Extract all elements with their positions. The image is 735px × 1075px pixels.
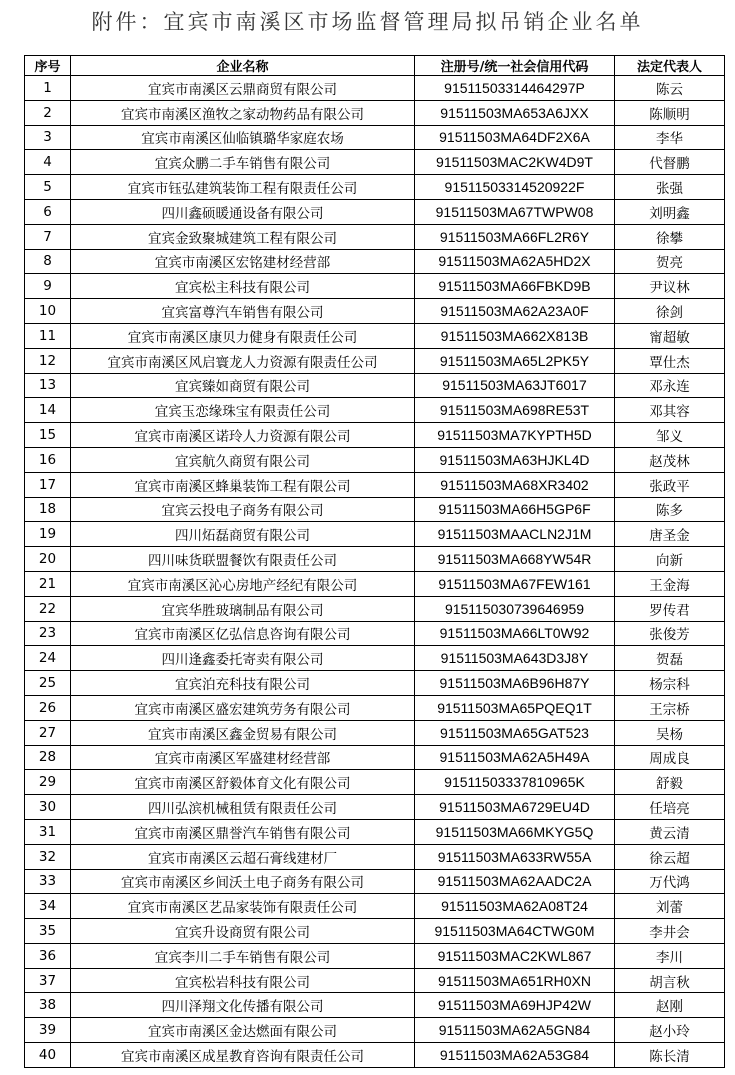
cell-credit-code: 91511503MA67TWPW08 bbox=[415, 199, 615, 224]
header-no: 序号 bbox=[25, 56, 71, 76]
cell-no: 28 bbox=[25, 745, 71, 770]
cell-credit-code: 91511503MA62A5HD2X bbox=[415, 249, 615, 274]
cell-company-name: 四川鑫硕暖通设备有限公司 bbox=[71, 199, 415, 224]
cell-company-name: 宜宾市南溪区沁心房地产经纪有限公司 bbox=[71, 571, 415, 596]
cell-legal-rep: 贺磊 bbox=[615, 646, 725, 671]
cell-legal-rep: 徐攀 bbox=[615, 224, 725, 249]
cell-no: 15 bbox=[25, 423, 71, 448]
cell-credit-code: 91511503MA6729EU4D bbox=[415, 795, 615, 820]
cell-legal-rep: 贺亮 bbox=[615, 249, 725, 274]
cell-legal-rep: 张俊芳 bbox=[615, 621, 725, 646]
table-row bbox=[25, 695, 725, 720]
cell-no: 35 bbox=[25, 919, 71, 944]
cell-company-name: 宜宾市南溪区云超石膏线建材厂 bbox=[71, 844, 415, 869]
cell-company-name: 宜宾臻如商贸有限公司 bbox=[71, 373, 415, 398]
cell-credit-code: 91511503MAC2KW4D9T bbox=[415, 150, 615, 175]
cell-no: 7 bbox=[25, 224, 71, 249]
cell-no: 14 bbox=[25, 398, 71, 423]
cell-credit-code: 91511503MA668YW54R bbox=[415, 547, 615, 572]
cell-credit-code: 91511503MA69HJP42W bbox=[415, 993, 615, 1018]
cell-credit-code: 91511503314520922F bbox=[415, 175, 615, 200]
cell-legal-rep: 徐云超 bbox=[615, 844, 725, 869]
cell-credit-code: 91511503MA62AADC2A bbox=[415, 869, 615, 894]
cell-company-name: 宜宾市南溪区艺品家装饰有限责任公司 bbox=[71, 894, 415, 919]
table-row bbox=[25, 348, 725, 373]
cell-no: 17 bbox=[25, 472, 71, 497]
cell-credit-code: 91511503MA633RW55A bbox=[415, 844, 615, 869]
cell-legal-rep: 刘明鑫 bbox=[615, 199, 725, 224]
cell-no: 24 bbox=[25, 646, 71, 671]
cell-company-name: 宜宾市南溪区盛宏建筑劳务有限公司 bbox=[71, 695, 415, 720]
cell-legal-rep: 王宗桥 bbox=[615, 695, 725, 720]
cell-company-name: 宜宾市南溪区亿弘信息咨询有限公司 bbox=[71, 621, 415, 646]
cell-credit-code: 91511503MA653A6JXX bbox=[415, 100, 615, 125]
cell-credit-code: 91511503MA64DF2X6A bbox=[415, 125, 615, 150]
cell-company-name: 宜宾市钰弘建筑装饰工程有限责任公司 bbox=[71, 175, 415, 200]
table-row bbox=[25, 522, 725, 547]
cell-credit-code: 91511503337810965K bbox=[415, 770, 615, 795]
cell-no: 9 bbox=[25, 274, 71, 299]
cell-no: 18 bbox=[25, 497, 71, 522]
table-row bbox=[25, 919, 725, 944]
cell-legal-rep: 胡言秋 bbox=[615, 968, 725, 993]
table-row bbox=[25, 497, 725, 522]
cell-credit-code: 915115030739646959 bbox=[415, 596, 615, 621]
cell-company-name: 宜宾云投电子商务有限公司 bbox=[71, 497, 415, 522]
cell-legal-rep: 向新 bbox=[615, 547, 725, 572]
table-row bbox=[25, 447, 725, 472]
cell-no: 11 bbox=[25, 323, 71, 348]
cell-credit-code: 91511503MA66MKYG5Q bbox=[415, 819, 615, 844]
cell-legal-rep: 刘蕾 bbox=[615, 894, 725, 919]
cell-credit-code: 91511503MAC2KWL867 bbox=[415, 943, 615, 968]
table-row bbox=[25, 323, 725, 348]
cell-company-name: 宜宾市南溪区诺玲人力资源有限公司 bbox=[71, 423, 415, 448]
cell-no: 29 bbox=[25, 770, 71, 795]
cell-no: 16 bbox=[25, 447, 71, 472]
cell-no: 30 bbox=[25, 795, 71, 820]
cell-no: 32 bbox=[25, 844, 71, 869]
cell-no: 10 bbox=[25, 299, 71, 324]
cell-credit-code: 91511503MA63JT6017 bbox=[415, 373, 615, 398]
cell-company-name: 四川味货联盟餐饮有限责任公司 bbox=[71, 547, 415, 572]
cell-no: 31 bbox=[25, 819, 71, 844]
cell-credit-code: 91511503314464297P bbox=[415, 76, 615, 101]
cell-no: 23 bbox=[25, 621, 71, 646]
cell-company-name: 宜宾市南溪区金达燃面有限公司 bbox=[71, 1018, 415, 1043]
cell-company-name: 宜宾航久商贸有限公司 bbox=[71, 447, 415, 472]
cell-legal-rep: 张强 bbox=[615, 175, 725, 200]
cell-company-name: 宜宾众鹏二手车销售有限公司 bbox=[71, 150, 415, 175]
cell-credit-code: 91511503MA65L2PK5Y bbox=[415, 348, 615, 373]
header-code: 注册号/统一社会信用代码 bbox=[415, 56, 615, 76]
cell-legal-rep: 李川 bbox=[615, 943, 725, 968]
table-row bbox=[25, 571, 725, 596]
company-table bbox=[24, 55, 725, 1068]
cell-no: 37 bbox=[25, 968, 71, 993]
cell-legal-rep: 赵刚 bbox=[615, 993, 725, 1018]
cell-legal-rep: 舒毅 bbox=[615, 770, 725, 795]
cell-company-name: 宜宾市南溪区乡间沃土电子商务有限公司 bbox=[71, 869, 415, 894]
cell-credit-code: 91511503MA651RH0XN bbox=[415, 968, 615, 993]
table-row bbox=[25, 596, 725, 621]
cell-company-name: 宜宾市南溪区宏铭建材经营部 bbox=[71, 249, 415, 274]
table-row bbox=[25, 968, 725, 993]
cell-credit-code: 91511503MA62A53G84 bbox=[415, 1043, 615, 1068]
cell-credit-code: 91511503MA66LT0W92 bbox=[415, 621, 615, 646]
cell-no: 3 bbox=[25, 125, 71, 150]
table-row bbox=[25, 844, 725, 869]
cell-legal-rep: 陈顺明 bbox=[615, 100, 725, 125]
table-row bbox=[25, 646, 725, 671]
cell-no: 40 bbox=[25, 1043, 71, 1068]
table-row bbox=[25, 819, 725, 844]
cell-company-name: 宜宾玉恋缘珠宝有限责任公司 bbox=[71, 398, 415, 423]
cell-credit-code: 91511503MA63HJKL4D bbox=[415, 447, 615, 472]
cell-legal-rep: 张政平 bbox=[615, 472, 725, 497]
cell-credit-code: 91511503MA643D3J8Y bbox=[415, 646, 615, 671]
cell-no: 36 bbox=[25, 943, 71, 968]
table-row bbox=[25, 943, 725, 968]
cell-company-name: 宜宾市南溪区军盛建材经营部 bbox=[71, 745, 415, 770]
cell-no: 38 bbox=[25, 993, 71, 1018]
cell-credit-code: 91511503MA66FBKD9B bbox=[415, 274, 615, 299]
table-row bbox=[25, 423, 725, 448]
cell-company-name: 宜宾富尊汽车销售有限公司 bbox=[71, 299, 415, 324]
cell-legal-rep: 尹议林 bbox=[615, 274, 725, 299]
table-row bbox=[25, 795, 725, 820]
cell-no: 22 bbox=[25, 596, 71, 621]
cell-company-name: 宜宾市南溪区风启寰龙人力资源有限责任公司 bbox=[71, 348, 415, 373]
cell-no: 12 bbox=[25, 348, 71, 373]
cell-legal-rep: 万代鸿 bbox=[615, 869, 725, 894]
cell-legal-rep: 李井会 bbox=[615, 919, 725, 944]
table-row bbox=[25, 745, 725, 770]
page-title: 附件：宜宾市南溪区市场监督管理局拟吊销企业名单 bbox=[91, 10, 644, 34]
cell-no: 33 bbox=[25, 869, 71, 894]
cell-legal-rep: 王金海 bbox=[615, 571, 725, 596]
cell-legal-rep: 罗传君 bbox=[615, 596, 725, 621]
cell-credit-code: 91511503MA65PQEQ1T bbox=[415, 695, 615, 720]
table-row bbox=[25, 770, 725, 795]
cell-legal-rep: 代督鹏 bbox=[615, 150, 725, 175]
table-row bbox=[25, 1018, 725, 1043]
cell-company-name: 宜宾市南溪区鑫金贸易有限公司 bbox=[71, 720, 415, 745]
cell-company-name: 宜宾市南溪区渔牧之家动物药品有限公司 bbox=[71, 100, 415, 125]
cell-no: 6 bbox=[25, 199, 71, 224]
table-row bbox=[25, 720, 725, 745]
cell-credit-code: 91511503MA64CTWG0M bbox=[415, 919, 615, 944]
cell-legal-rep: 邹义 bbox=[615, 423, 725, 448]
cell-company-name: 宜宾松岩科技有限公司 bbox=[71, 968, 415, 993]
cell-credit-code: 91511503MA67FEW161 bbox=[415, 571, 615, 596]
cell-company-name: 四川泽翔文化传播有限公司 bbox=[71, 993, 415, 1018]
cell-no: 27 bbox=[25, 720, 71, 745]
table-row bbox=[25, 125, 725, 150]
cell-no: 5 bbox=[25, 175, 71, 200]
table-body bbox=[25, 76, 725, 1068]
cell-no: 19 bbox=[25, 522, 71, 547]
cell-company-name: 宜宾金致聚城建筑工程有限公司 bbox=[71, 224, 415, 249]
cell-no: 1 bbox=[25, 76, 71, 101]
table-row bbox=[25, 398, 725, 423]
table-row bbox=[25, 299, 725, 324]
table-row bbox=[25, 224, 725, 249]
cell-legal-rep: 黄云清 bbox=[615, 819, 725, 844]
cell-credit-code: 91511503MA62A5GN84 bbox=[415, 1018, 615, 1043]
table-row bbox=[25, 100, 725, 125]
cell-legal-rep: 邓永连 bbox=[615, 373, 725, 398]
cell-company-name: 宜宾市南溪区云鼎商贸有限公司 bbox=[71, 76, 415, 101]
cell-no: 8 bbox=[25, 249, 71, 274]
cell-no: 20 bbox=[25, 547, 71, 572]
table-row bbox=[25, 274, 725, 299]
cell-legal-rep: 赵茂林 bbox=[615, 447, 725, 472]
cell-company-name: 宜宾升设商贸有限公司 bbox=[71, 919, 415, 944]
cell-no: 34 bbox=[25, 894, 71, 919]
table-row bbox=[25, 150, 725, 175]
cell-company-name: 宜宾华胜玻璃制品有限公司 bbox=[71, 596, 415, 621]
cell-credit-code: 91511503MA62A5H49A bbox=[415, 745, 615, 770]
table-row bbox=[25, 671, 725, 696]
table-row bbox=[25, 199, 725, 224]
cell-credit-code: 91511503MA698RE53T bbox=[415, 398, 615, 423]
table-row bbox=[25, 373, 725, 398]
cell-legal-rep: 邓其容 bbox=[615, 398, 725, 423]
cell-company-name: 宜宾市南溪区仙临镇璐华家庭农场 bbox=[71, 125, 415, 150]
cell-credit-code: 91511503MA662X813B bbox=[415, 323, 615, 348]
cell-legal-rep: 陈长清 bbox=[615, 1043, 725, 1068]
cell-no: 26 bbox=[25, 695, 71, 720]
cell-legal-rep: 陈云 bbox=[615, 76, 725, 101]
header-name: 企业名称 bbox=[71, 56, 415, 76]
table-row bbox=[25, 1043, 725, 1068]
cell-credit-code: 91511503MA66FL2R6Y bbox=[415, 224, 615, 249]
cell-company-name: 宜宾市南溪区舒毅体育文化有限公司 bbox=[71, 770, 415, 795]
table-row bbox=[25, 76, 725, 101]
cell-legal-rep: 吴杨 bbox=[615, 720, 725, 745]
cell-legal-rep: 李华 bbox=[615, 125, 725, 150]
table-row bbox=[25, 869, 725, 894]
cell-legal-rep: 赵小玲 bbox=[615, 1018, 725, 1043]
cell-company-name: 宜宾松主科技有限公司 bbox=[71, 274, 415, 299]
table-row bbox=[25, 175, 725, 200]
header-rep: 法定代表人 bbox=[615, 56, 725, 76]
cell-credit-code: 91511503MAACLN2J1M bbox=[415, 522, 615, 547]
cell-credit-code: 91511503MA66H5GP6F bbox=[415, 497, 615, 522]
cell-company-name: 宜宾市南溪区康贝力健身有限责任公司 bbox=[71, 323, 415, 348]
cell-legal-rep: 任培亮 bbox=[615, 795, 725, 820]
table-row bbox=[25, 547, 725, 572]
cell-company-name: 宜宾泊充科技有限公司 bbox=[71, 671, 415, 696]
cell-no: 21 bbox=[25, 571, 71, 596]
table-row bbox=[25, 894, 725, 919]
table-row bbox=[25, 472, 725, 497]
table-row bbox=[25, 249, 725, 274]
cell-company-name: 四川弘滨机械租赁有限责任公司 bbox=[71, 795, 415, 820]
cell-no: 39 bbox=[25, 1018, 71, 1043]
cell-company-name: 四川逢鑫委托寄卖有限公司 bbox=[71, 646, 415, 671]
cell-credit-code: 91511503MA7KYPTH5D bbox=[415, 423, 615, 448]
cell-legal-rep: 徐剑 bbox=[615, 299, 725, 324]
cell-legal-rep: 陈多 bbox=[615, 497, 725, 522]
cell-legal-rep: 唐圣金 bbox=[615, 522, 725, 547]
cell-legal-rep: 甯超敏 bbox=[615, 323, 725, 348]
cell-company-name: 宜宾市南溪区鼎誉汽车销售有限公司 bbox=[71, 819, 415, 844]
cell-no: 13 bbox=[25, 373, 71, 398]
cell-credit-code: 91511503MA62A08T24 bbox=[415, 894, 615, 919]
cell-credit-code: 91511503MA65GAT523 bbox=[415, 720, 615, 745]
cell-legal-rep: 覃仕杰 bbox=[615, 348, 725, 373]
cell-company-name: 宜宾市南溪区蜂巢装饰工程有限公司 bbox=[71, 472, 415, 497]
cell-credit-code: 91511503MA62A23A0F bbox=[415, 299, 615, 324]
cell-credit-code: 91511503MA6B96H87Y bbox=[415, 671, 615, 696]
cell-legal-rep: 杨宗科 bbox=[615, 671, 725, 696]
table-row bbox=[25, 993, 725, 1018]
cell-no: 4 bbox=[25, 150, 71, 175]
table-row bbox=[25, 621, 725, 646]
cell-company-name: 四川炻磊商贸有限公司 bbox=[71, 522, 415, 547]
cell-no: 2 bbox=[25, 100, 71, 125]
cell-legal-rep: 周成良 bbox=[615, 745, 725, 770]
cell-company-name: 宜宾李川二手车销售有限公司 bbox=[71, 943, 415, 968]
table-header-row bbox=[25, 56, 725, 76]
cell-no: 25 bbox=[25, 671, 71, 696]
cell-credit-code: 91511503MA68XR3402 bbox=[415, 472, 615, 497]
cell-company-name: 宜宾市南溪区成星教育咨询有限责任公司 bbox=[71, 1043, 415, 1068]
